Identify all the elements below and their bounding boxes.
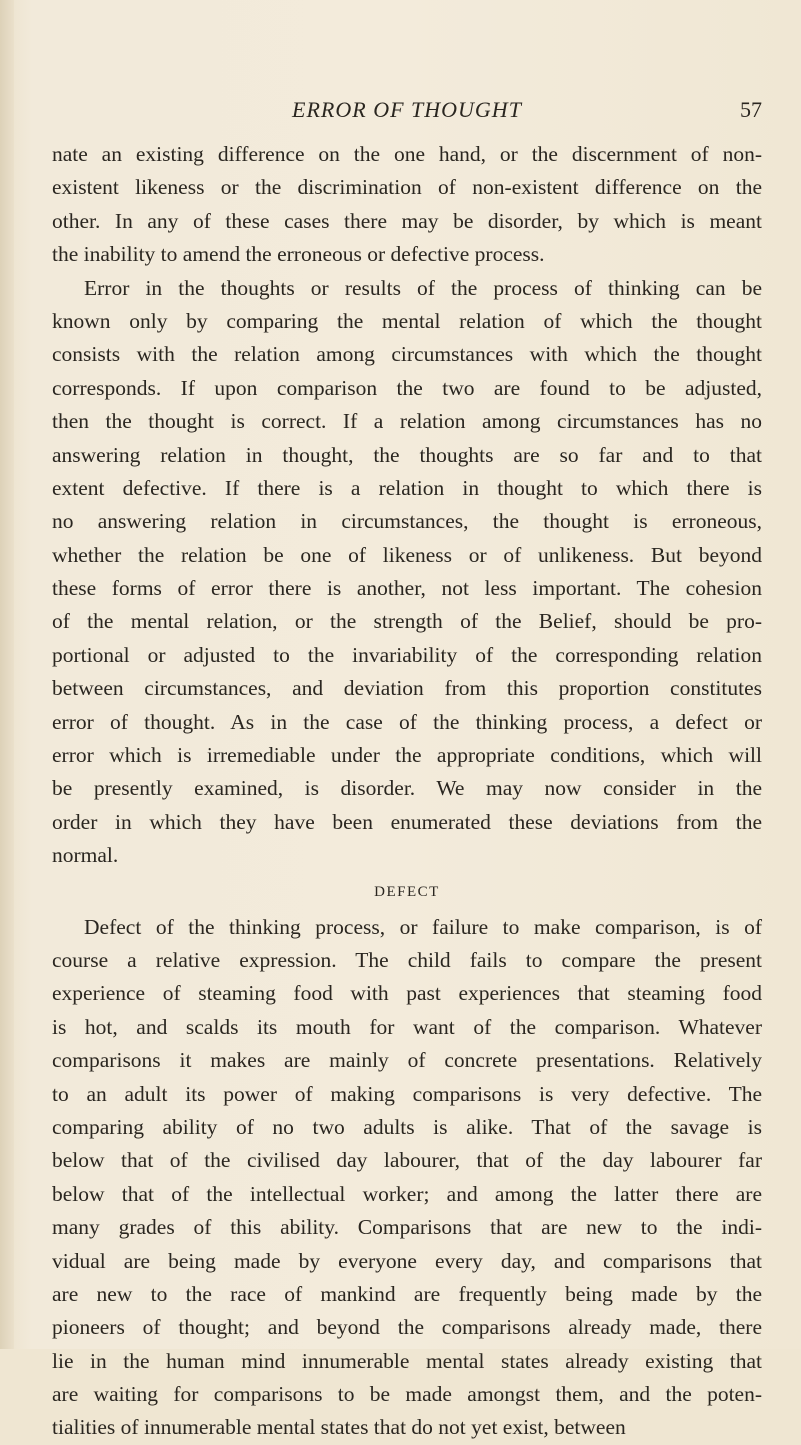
paragraph bbox=[52, 138, 762, 272]
text-line: are waiting for comparisons to be made amongst them, and the poten- bbox=[52, 1382, 762, 1407]
section-heading: DEFECT bbox=[374, 883, 440, 900]
paragraph bbox=[52, 911, 762, 1445]
text-line: Error in the thoughts or results of the process of thinking can be bbox=[84, 275, 762, 300]
page-number: 57 bbox=[740, 97, 762, 122]
text-line: no answering relation in circumstances, the thought is erroneous, bbox=[52, 509, 762, 534]
text-line: to an adult its power of making comparisons is very defective. The bbox=[52, 1081, 762, 1106]
text-line: known only by comparing the mental relation of which the thought bbox=[52, 308, 762, 333]
page-gutter-shadow bbox=[0, 0, 14, 1349]
text-line: then the thought is correct. If a relation among circumstances has no bbox=[52, 409, 762, 434]
text-line: these forms of error there is another, not less important. The cohesion bbox=[52, 576, 762, 601]
text-line: nate an existing difference on the one hand, or the discernment of non- bbox=[52, 142, 762, 166]
paragraphs-after-heading bbox=[52, 911, 762, 1445]
text-line: tialities of innumerable mental states that do not yet exist, between bbox=[52, 1415, 626, 1440]
text-line: experience of steaming food with past experiences that steaming food bbox=[52, 981, 762, 1006]
text-line: the inability to amend the erroneous or defective process. bbox=[52, 242, 545, 267]
text-line: other. In any of these cases there may be disorder, by which is meant bbox=[52, 208, 762, 233]
text-line: whether the relation be one of likeness or of unlikeness. But beyond bbox=[52, 542, 762, 567]
running-head bbox=[52, 92, 762, 128]
text-line: are new to the race of mankind are frequently being made by the bbox=[52, 1281, 762, 1306]
text-line: many grades of this ability. Comparisons that are new to the indi- bbox=[52, 1215, 762, 1240]
text-line: error which is irremediable under the appropriate conditions, which will bbox=[52, 743, 762, 768]
text-line: existent likeness or the discrimination of non-existent difference on the bbox=[52, 175, 762, 200]
text-line: answering relation in thought, the thoughts are so far and to that bbox=[52, 442, 762, 467]
text-line: corresponds. If upon comparison the two are found to be adjusted, bbox=[52, 375, 762, 400]
text-line: below that of the civilised day labourer, that of the day labourer far bbox=[52, 1148, 762, 1173]
text-line: normal. bbox=[52, 843, 119, 868]
text-line: consists with the relation among circumstances with which the thought bbox=[52, 342, 762, 367]
text-line: course a relative expression. The child fails to compare the present bbox=[52, 947, 762, 972]
text-line: below that of the intellectual worker; and among the latter there are bbox=[52, 1181, 762, 1206]
paragraphs-before-heading bbox=[52, 138, 762, 873]
running-head-title: ERROR OF THOUGHT bbox=[292, 97, 522, 122]
text-line: extent defective. If there is a relation in thought to which there is bbox=[52, 475, 762, 500]
text-line: vidual are being made by everyone every day, and comparisons that bbox=[52, 1248, 762, 1273]
text-line: error of thought. As in the case of the thinking process, a defect or bbox=[52, 709, 762, 734]
text-line: portional or adjusted to the invariability of the corresponding relation bbox=[52, 642, 762, 667]
text-line: of the mental relation, or the strength of the Belief, should be pro- bbox=[52, 609, 762, 634]
text-line: between circumstances, and deviation from this proportion constitutes bbox=[52, 676, 762, 701]
text-line: is hot, and scalds its mouth for want of the comparison. Whatever bbox=[52, 1014, 762, 1039]
text-line: comparing ability of no two adults is alike. That of the savage is bbox=[52, 1114, 762, 1139]
text-line: comparisons it makes are mainly of concrete presentations. Relatively bbox=[52, 1048, 762, 1073]
text-line: be presently examined, is disorder. We may now consider in the bbox=[52, 776, 762, 801]
body-text bbox=[52, 138, 762, 1445]
text-line: Defect of the thinking process, or failure to make comparison, is of bbox=[84, 914, 762, 939]
text-line: order in which they have been enumerated these deviations from the bbox=[52, 809, 762, 834]
text-line: pioneers of thought; and beyond the comparisons already made, there bbox=[52, 1315, 762, 1340]
text-line: lie in the human mind innumerable mental states already existing that bbox=[52, 1348, 762, 1373]
paragraph bbox=[52, 272, 762, 873]
